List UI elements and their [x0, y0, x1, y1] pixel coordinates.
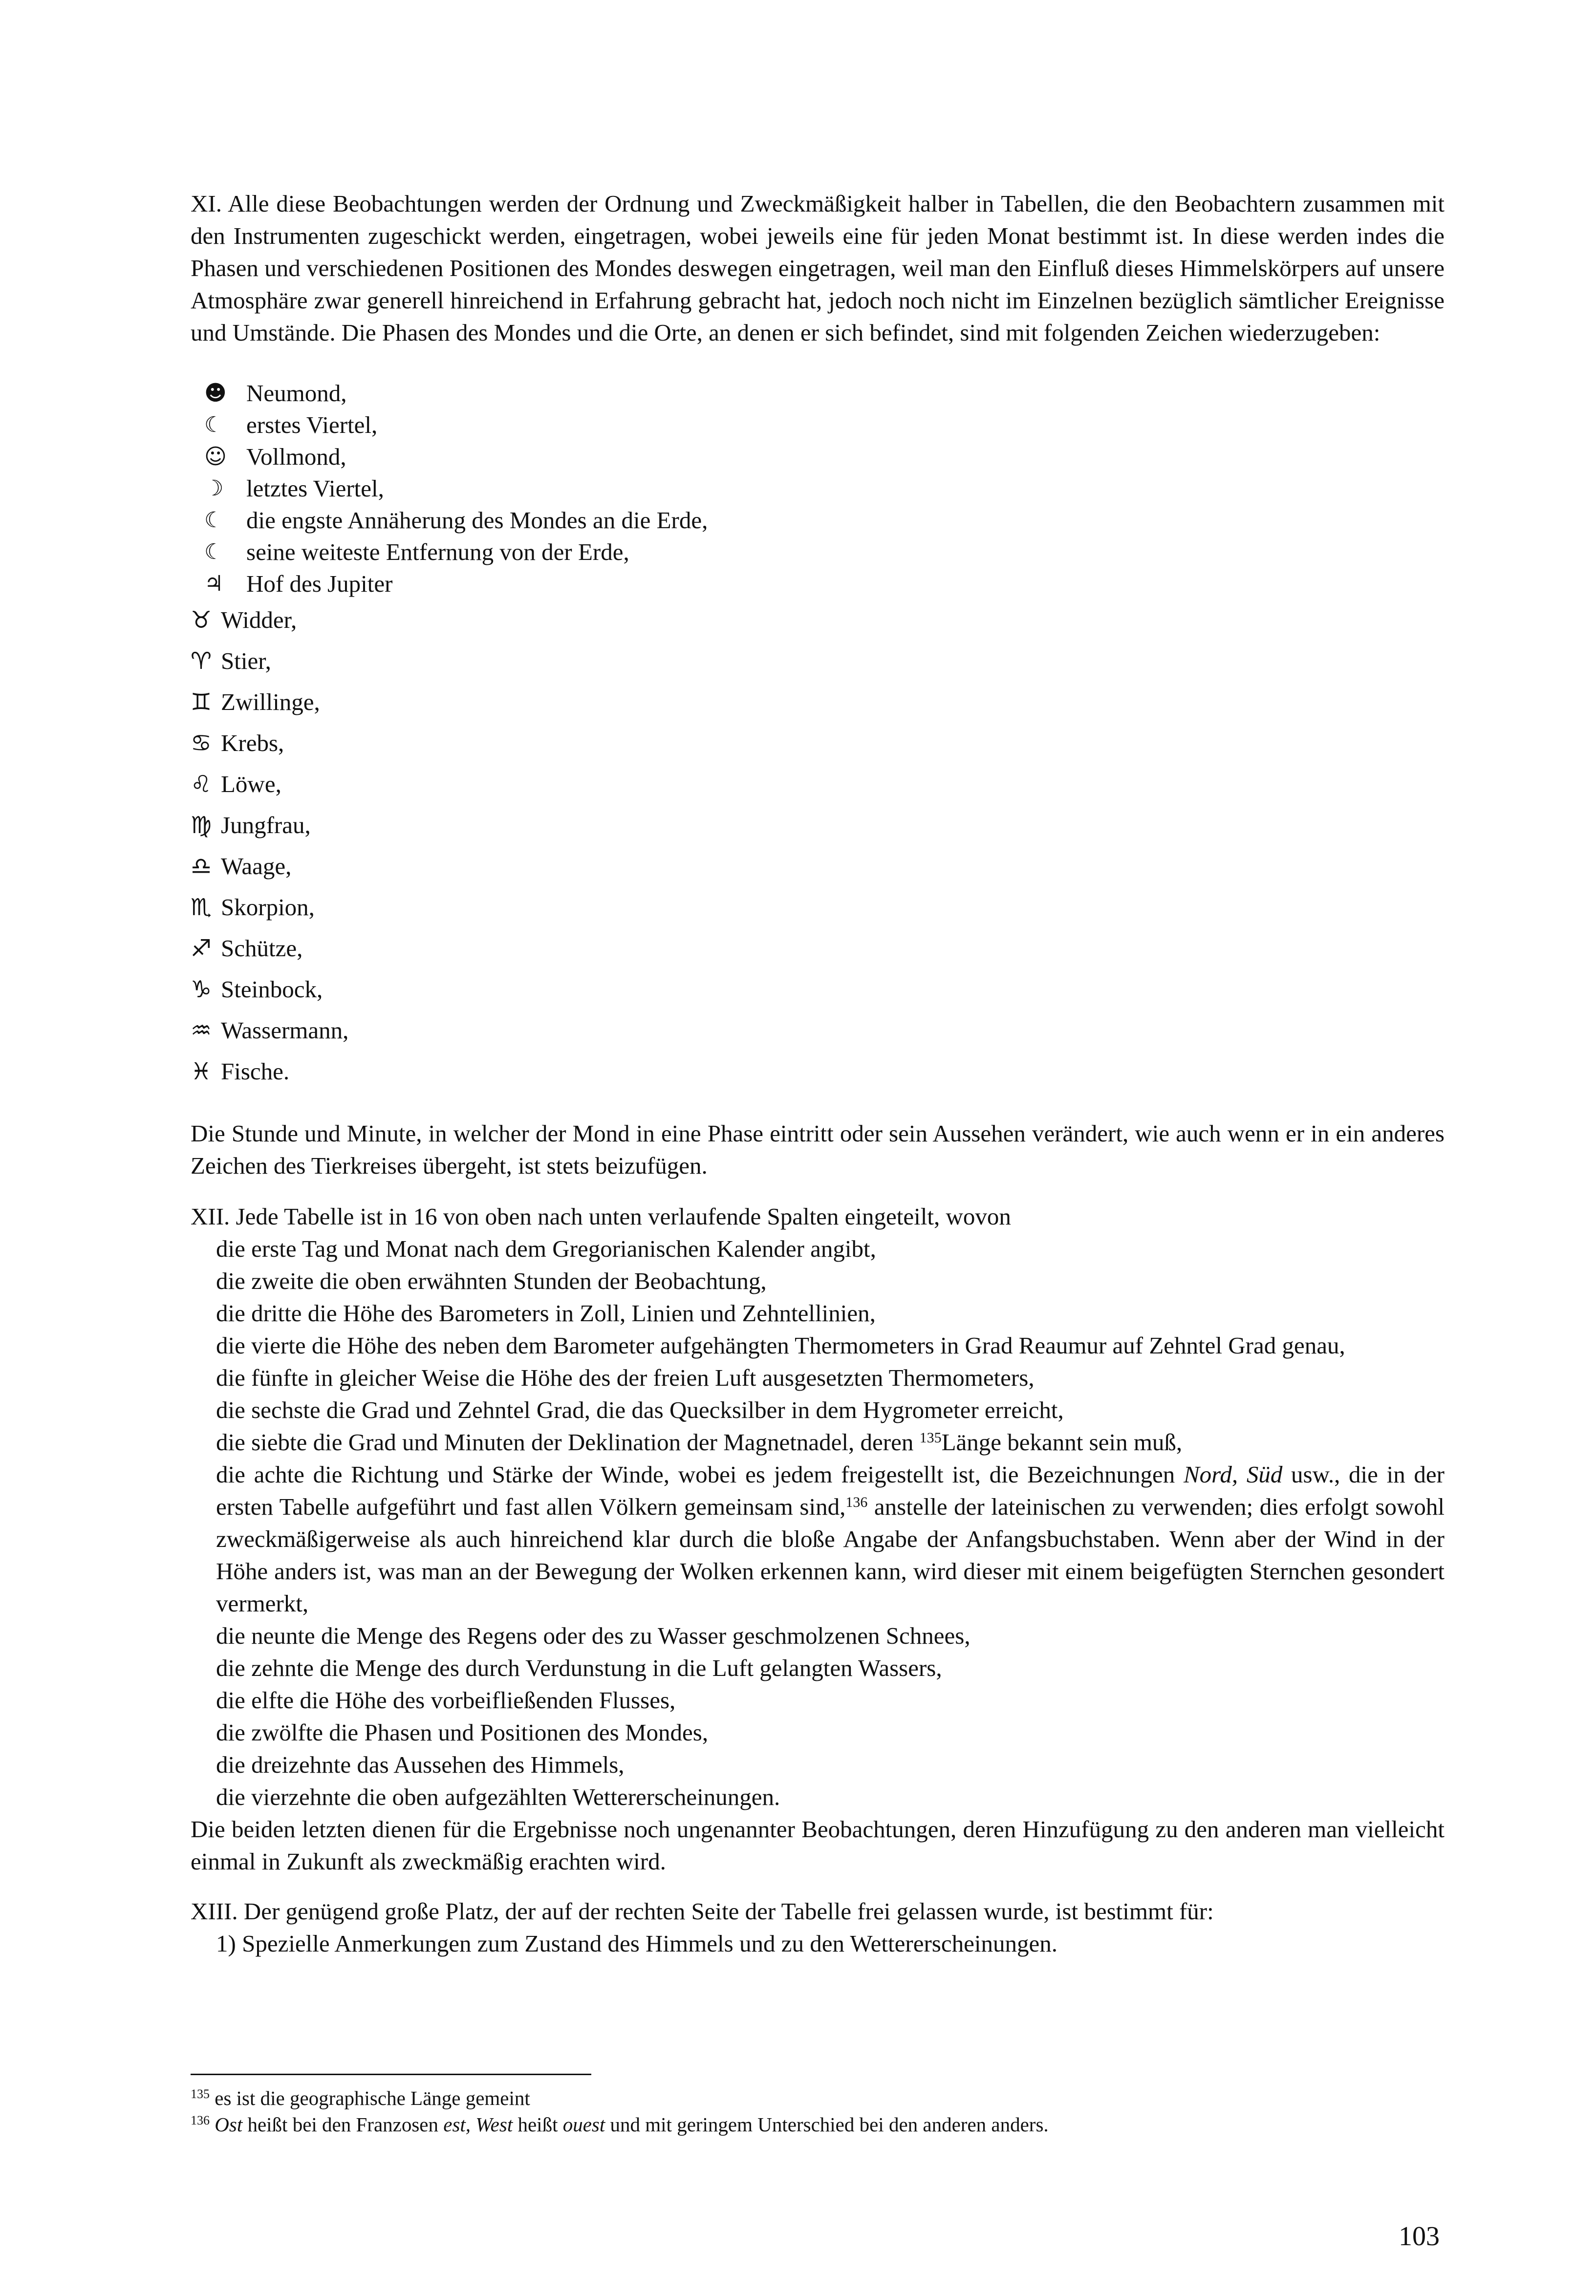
footnote-text: heißt bei den Franzosen	[242, 2113, 444, 2136]
section-xiii-item-1: 1) Spezielle Anmerkungen zum Zustand des Himmels und zu den Wettererscheinungen.	[216, 1930, 1057, 1957]
zodiac-sign-item	[191, 969, 1445, 1010]
footnote-italic: Ost	[215, 2113, 243, 2136]
column-7-text-b: Länge bekannt sein muß,	[941, 1429, 1183, 1456]
jupiter-halo-icon: ♃	[204, 571, 224, 596]
footnote-text: es ist die geographische Länge gemeint	[210, 2087, 530, 2109]
column-5-description: die fünfte in gleicher Weise die Höhe des der freien Luft ausgesetzten Thermometers,	[216, 1364, 1035, 1391]
zodiac-sign-item	[191, 1051, 1445, 1092]
section-xiii-intro: XIII. Der genügend große Platz, der auf der rechten Seite der Tabelle frei gelassen wurde, ist bestimmt für:	[191, 1898, 1214, 1925]
zodiac-sign-item	[191, 641, 1445, 682]
libra-icon: ♎	[191, 853, 212, 880]
column-14-description: die vierzehnte die oben aufgezählten Wettererscheinungen.	[216, 1783, 780, 1810]
zodiac-sign-label: Wassermann,	[221, 1017, 349, 1044]
aquarius-icon: ♒	[191, 1017, 212, 1044]
column-8-italic: Nord, Süd	[1183, 1461, 1283, 1488]
column-11-description: die elfte die Höhe des vorbeifließenden Flusses,	[216, 1687, 676, 1714]
footnote-number: 135	[191, 2087, 210, 2101]
perigee-icon: ☾	[204, 507, 224, 533]
moon-sign-label: letztes Viertel,	[246, 474, 384, 502]
zodiac-sign-item	[191, 805, 1445, 846]
column-3-description: die dritte die Höhe des Barometers in Zoll, Linien und Zehntellinien,	[216, 1300, 876, 1327]
moon-sign-item	[191, 441, 1445, 472]
zodiac-sign-list	[191, 600, 1445, 1092]
sagittarius-icon: ♐	[191, 935, 212, 962]
zodiac-sign-label: Zwillinge,	[221, 688, 320, 715]
zodiac-sign-label: Schütze,	[221, 935, 303, 962]
column-6-description: die sechste die Grad und Zehntel Grad, die das Quecksilber in dem Hygrometer erreicht,	[216, 1396, 1064, 1423]
zodiac-sign-item	[191, 846, 1445, 887]
column-8-text-a: die achte die Richtung und Stärke der Winde, wobei es jedem freigestellt ist, die Bezeichnungen	[216, 1461, 1184, 1488]
moon-sign-label: Neumond,	[246, 379, 347, 407]
footnote-rule	[191, 2074, 591, 2075]
footnote-number: 136	[191, 2113, 210, 2127]
footnote-ref-136[interactable]: 136	[845, 1494, 868, 1510]
column-7-description	[191, 1426, 1445, 1459]
pisces-icon: ♓	[191, 1058, 212, 1085]
section-xi-paragraph: XI. Alle diese Beobachtungen werden der Ordnung und Zweckmäßigkeit halber in Tabellen, die den Beobachtern zusammen mit den Instrumenten zugeschickt werden, eingetragen, wobei jeweils eine für jeden Monat bestimmt ist. In diese werden indes die Phasen und verschiedenen Positionen des Mondes deswegen eingetragen, weil man den Einfluß dieses Himmelskörpers auf unsere Atmosphäre zwar generell hinreichend in Erfahrung gebracht hat, jedoch noch nicht im Einzelnen bezüglich sämtlicher Ereignisse und Umstände. Die Phasen des Mondes und die Orte, an denen er sich befindet, sind mit folgenden Zeichen wiederzugeben:	[191, 190, 1445, 346]
footnote-italic: est, West	[443, 2113, 513, 2136]
zodiac-sign-item	[191, 764, 1445, 805]
zodiac-sign-item	[191, 682, 1445, 723]
section-xii-intro: XII. Jede Tabelle ist in 16 von oben nach unten verlaufende Spalten eingeteilt, wovon	[191, 1203, 1011, 1230]
moon-sign-item	[191, 472, 1445, 504]
section-xii-closing: Die beiden letzten dienen für die Ergebnisse noch ungenannter Beobachtungen, deren Hinzufügung zu den anderen man vielleicht einmal in Zukunft als zweckmäßig erachten wird.	[191, 1816, 1445, 1875]
footnote-text: heißt	[513, 2113, 563, 2136]
capricorn-icon: ♑	[191, 976, 212, 1003]
zodiac-sign-label: Fische.	[221, 1058, 290, 1085]
first-quarter-icon: ☾	[204, 412, 224, 437]
column-4-description: die vierte die Höhe des neben dem Barometer aufgehängten Thermometers in Grad Reaumur auf Zehntel Grad genau,	[216, 1332, 1345, 1359]
apogee-icon: ☾	[204, 539, 224, 564]
column-7-text-a: die siebte die Grad und Minuten der Deklination der Magnetnadel, deren	[216, 1429, 920, 1456]
column-8-text-b: usw., die in der ersten Tabelle aufgeführt und fast allen Völkern gemeinsam sind,	[216, 1461, 1445, 1520]
gemini-icon: ♊	[191, 688, 212, 716]
page-body	[191, 188, 1445, 1960]
zodiac-note-paragraph: Die Stunde und Minute, in welcher der Mond in eine Phase eintritt oder sein Aussehen verändert, wie auch wenn er in ein anderes Zeichen des Tierkreises übergeht, ist stets beizufügen.	[191, 1120, 1445, 1179]
footnote-italic: ouest	[562, 2113, 605, 2136]
zodiac-sign-item	[191, 723, 1445, 764]
footnote-ref-135[interactable]: 135	[919, 1430, 942, 1446]
scorpio-icon: ♏	[191, 894, 212, 921]
full-moon-icon: ☺	[204, 444, 227, 469]
moon-sign-item	[191, 536, 1445, 568]
virgo-icon: ♍	[191, 812, 212, 839]
zodiac-sign-label: Löwe,	[221, 771, 281, 797]
zodiac-sign-item	[191, 887, 1445, 928]
footnotes	[191, 2074, 1445, 2138]
page-number: 103	[1399, 2221, 1440, 2252]
moon-sign-item	[191, 377, 1445, 409]
moon-sign-item	[191, 568, 1445, 600]
footnote-text: und mit geringem Unterschied bei den anderen anders.	[605, 2113, 1049, 2136]
zodiac-sign-label: Jungfrau,	[221, 812, 311, 838]
column-8-description	[191, 1459, 1445, 1620]
column-2-description: die zweite die oben erwähnten Stunden der Beobachtung,	[216, 1267, 767, 1294]
zodiac-sign-label: Steinbock,	[221, 976, 323, 1003]
cancer-icon: ♋	[191, 730, 212, 757]
moon-sign-item	[191, 409, 1445, 441]
moon-sign-label: erstes Viertel,	[246, 411, 378, 438]
zodiac-sign-item	[191, 928, 1445, 969]
zodiac-sign-item	[191, 1010, 1445, 1051]
zodiac-sign-label: Stier,	[221, 647, 271, 674]
zodiac-sign-item	[191, 600, 1445, 641]
moon-sign-label: die engste Annäherung des Mondes an die Erde,	[246, 506, 708, 534]
moon-sign-list	[191, 377, 1445, 600]
column-13-description: die dreizehnte das Aussehen des Himmels,	[216, 1751, 625, 1778]
zodiac-sign-label: Waage,	[221, 853, 292, 880]
leo-icon: ♌	[191, 771, 212, 798]
zodiac-sign-label: Skorpion,	[221, 894, 315, 921]
new-moon-icon: ☻	[204, 380, 227, 406]
column-9-description: die neunte die Menge des Regens oder des zu Wasser geschmolzenen Schnees,	[216, 1622, 971, 1649]
taurus-icon: ♉	[191, 606, 212, 634]
aries-icon: ♈	[191, 647, 212, 675]
section-xiii	[191, 1895, 1445, 1960]
section-xii	[191, 1201, 1445, 1878]
moon-sign-item	[191, 504, 1445, 536]
moon-sign-label: Vollmond,	[246, 443, 346, 470]
footnote-135	[191, 2085, 1445, 2111]
column-8-text-c: anstelle der lateinischen zu verwenden; dies erfolgt sowohl zweckmäßigerweise als auch hinreichend klar durch die bloße Angabe der Anfangsbuchstaben. Wenn aber der Wind in der Höhe anders ist, was man an der Bewegung der Wolken erkennen kann, wird dieser mit einem beigefügten Sternchen gesondert vermerkt,	[216, 1493, 1445, 1617]
moon-sign-label: Hof des Jupiter	[246, 570, 393, 597]
column-10-description: die zehnte die Menge des durch Verdunstung in die Luft gelangten Wassers,	[216, 1654, 942, 1681]
zodiac-sign-label: Widder,	[221, 606, 297, 633]
column-1-description: die erste Tag und Monat nach dem Gregorianischen Kalender angibt,	[216, 1235, 876, 1262]
zodiac-sign-label: Krebs,	[221, 730, 284, 756]
footnote-136	[191, 2111, 1445, 2138]
last-quarter-icon: ☽	[204, 475, 224, 501]
moon-sign-label: seine weiteste Entfernung von der Erde,	[246, 538, 629, 565]
column-12-description: die zwölfte die Phasen und Positionen des Mondes,	[216, 1719, 709, 1746]
